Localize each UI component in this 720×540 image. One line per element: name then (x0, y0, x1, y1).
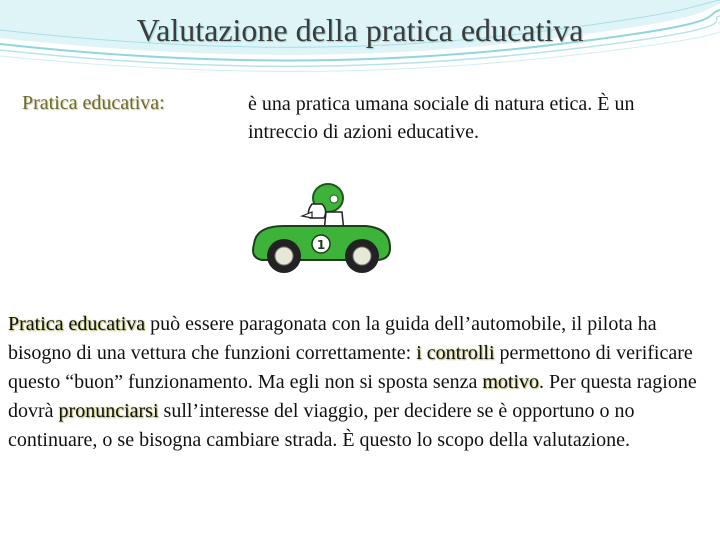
highlight-pronunciarsi: pronunciarsi (58, 400, 159, 422)
highlight-pratica-educativa: Pratica educativa (8, 313, 146, 335)
slide-title: Valutazione della pratica educativa (136, 12, 584, 48)
highlight-motivo: motivo (482, 371, 540, 393)
paragraph-text: sull’interesse del viaggio, per decidere se è opportuno o no continuare, o se bisogna cambiare strada. È questo lo scopo della valutazione. (8, 400, 635, 451)
car-number: 1 (316, 238, 326, 252)
definition-term: Pratica educativa: (22, 92, 165, 114)
paragraph-text: permettono di verificare questo “buon” funzionamento. Ma egli non si sposta senza (8, 342, 693, 393)
highlight-i-controlli: i controlli (416, 342, 495, 364)
paragraph-text: può essere paragonata con la guida dell’automobile, il pilota ha bisogno di una vettura che funzioni correttamente: (8, 313, 657, 364)
race-car-icon (246, 182, 394, 276)
definition-text: è una pratica umana sociale di natura etica. È un intreccio di azioni educative. (248, 93, 635, 143)
explanation-paragraph (8, 310, 714, 455)
paragraph-text: . Per questa ragione dovrà (8, 371, 697, 422)
